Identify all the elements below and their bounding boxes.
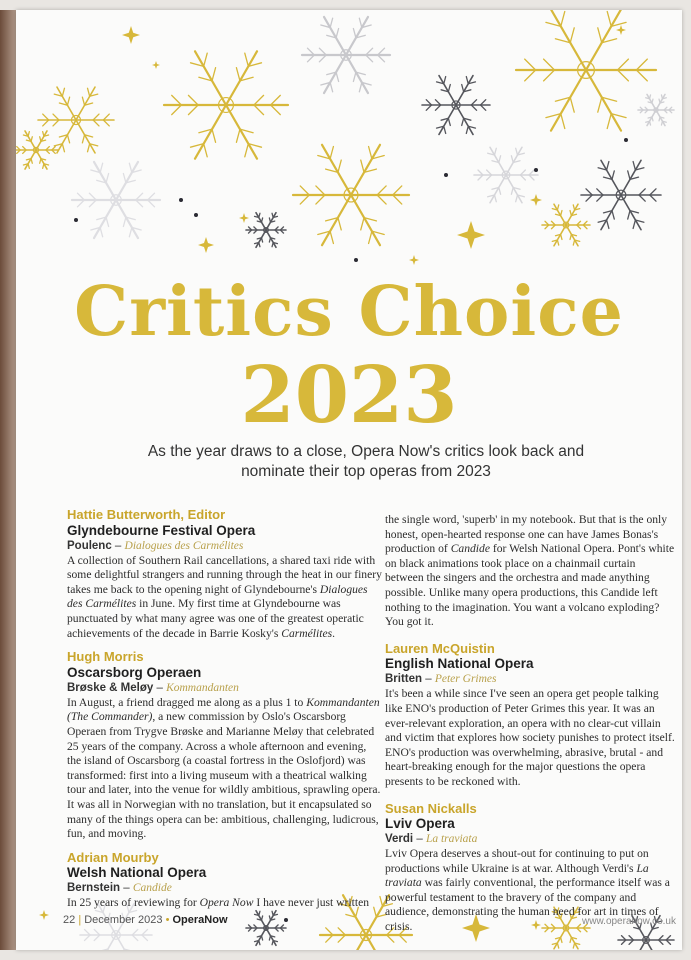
page-number: 22: [63, 914, 76, 926]
snowflake-icon: [246, 213, 286, 248]
star-icon: [409, 255, 419, 265]
dot-icon: [284, 918, 288, 922]
star-icon: [198, 237, 214, 253]
opera-title: Kommandanten: [166, 681, 239, 694]
entry-text: In August, a friend dragged me along as a plus 1 to Kommandanten (The Commander), a new commission by Oslo's Oscarsborg Operaen from Trygve Brøske and Marianne Meløy that celebrated 25 years of the company. Across a whole afternoon and evening, the island of Oscarsborg (a coastal fortress in the Oslofjord) was transformed: first into a living museum with a theatrical walking tour and later, into the venue for wildly ambitious, sprawling opera. It was all in Norwegian with no translation, but it encapsulated so many of the things opera can be: ambitious, challenging, ludicrous, fun, and moving.: [67, 695, 381, 841]
magazine-name: OperaNow: [172, 914, 228, 926]
entry-text-continued: the single word, 'superb' in my notebook. But that is the only honest, open-hearted response one can have James Bonas's production of Candide for Welsh National Opera. Pont's white on black animations took place on a chainmail curtain between the singers and the orchestra and made anything possible. Unlike many opera productions, this Candide left nothing to the imagination. You want a volcano exploding? You got it.: [385, 513, 675, 629]
snowflake-icon: [638, 94, 674, 125]
entry-text: It's been a while since I've seen an opera get people talking like ENO's production of Peter Grimes this year. It was an ever-relevant exploration, an opera with no clear-cut villain and victim that explores how society punishes to protect itself. ENO's production was overwhelming, abrasive, brutal - and heart-breaking enough for the major questions the opera presents to be reckoned with.: [385, 687, 675, 788]
page-title: Critics Choice: [74, 272, 624, 352]
opera-title: Dialogues des Carmélites: [124, 539, 244, 552]
snowflake-icon: [293, 145, 409, 245]
dot-icon: [74, 218, 78, 222]
opera-title: Candide: [132, 882, 172, 895]
venue-name: Lviv Opera: [385, 816, 455, 832]
critic-name: Hattie Butterworth, Editor: [67, 507, 226, 522]
work-line: Poulenc – Dialogues des Carmélites: [67, 539, 244, 552]
entry: [67, 851, 382, 911]
composer: Britten: [385, 673, 423, 686]
column-left: [67, 508, 382, 911]
composer: Verdi: [385, 833, 414, 846]
critic-name: Adrian Mourby: [67, 849, 159, 865]
snowflake-icon: [16, 131, 58, 169]
critic-name: Susan Nickalls: [385, 800, 477, 816]
work-line: Verdi – La traviata: [385, 833, 478, 846]
snowflake-icon: [422, 76, 490, 135]
work-line: Bernstein – Candide: [67, 882, 172, 895]
entry-text: A collection of Southern Rail cancellations, a shared taxi ride with some delightful strangers and running through the heat in our finery takes me back to the opening night of Glyndebourne's Dialogues des Carmélites in June. My first time at Glyndebourne was punctuated by what many agree was one of the greatest operatic achievements of the decade in Barrie Kosky's Carmélites.: [67, 553, 382, 640]
magazine-spine: [0, 10, 16, 950]
dot-icon: [534, 168, 538, 172]
entry: [67, 508, 382, 641]
venue-name: Oscarsborg Operaen: [67, 664, 202, 680]
venue-name: English National Opera: [385, 656, 534, 672]
snowflake-icon: [246, 911, 286, 946]
entry-text: Lviv Opera deserves a shout-out for continuing to put on productions while Ukraine is at war. Although Verdi's La traviata was fairly conventional, the performance itself was a powerful testament to the bravery of the company and audience, demonstrating the human need for art in times of crisis.: [385, 847, 670, 934]
critic-name: Hugh Morris: [67, 649, 144, 665]
snowflake-icon: [542, 204, 590, 246]
star-icon: [457, 221, 485, 249]
standfirst: As the year draws to a close, Opera Now's critics look back and nominate their top operas from 2023: [147, 443, 585, 480]
entry: [385, 802, 675, 935]
dot-icon: [624, 138, 628, 142]
venue-name: Glyndebourne Festival Opera: [67, 522, 256, 538]
work-line: Britten – Peter Grimes: [385, 673, 497, 686]
snowflake-icon: [72, 162, 160, 238]
dot-icon: [354, 258, 358, 262]
composer: Brøske & Meløy: [67, 681, 154, 694]
star-icon: [616, 25, 626, 35]
snowflake-icon: [302, 17, 390, 93]
dot-icon: [179, 198, 183, 202]
star-icon: [239, 213, 249, 223]
page-footer: 22 | December 2023 • OperaNow: [63, 914, 228, 926]
snowflake-icon: [474, 147, 538, 202]
dot-icon: [194, 213, 198, 217]
entry: [67, 650, 382, 842]
snowflake-icon: [164, 51, 288, 158]
magazine-url: www.operanow.co.uk: [582, 916, 676, 927]
star-icon: [152, 61, 160, 69]
critic-name: Lauren McQuistin: [385, 640, 495, 656]
snowflake-icon: [581, 160, 661, 229]
venue-name: Welsh National Opera: [67, 865, 207, 881]
issue-date: December 2023: [84, 914, 163, 926]
star-icon: [122, 26, 140, 44]
magazine-page: [16, 10, 682, 950]
work-line: Brøske & Meløy – Kommandanten: [67, 681, 239, 694]
entry-text: In 25 years of reviewing for Opera Now I have never just written: [67, 896, 370, 910]
dot-icon: [444, 173, 448, 177]
snowflake-icon: [38, 87, 114, 153]
column-right: [385, 512, 675, 935]
snowflake-icon: [516, 10, 656, 131]
opera-title: Peter Grimes: [434, 673, 497, 686]
entry: [385, 642, 675, 790]
composer: Bernstein: [67, 882, 121, 895]
star-icon: [530, 194, 542, 206]
page-title-year: 2023: [240, 350, 458, 441]
opera-title: La traviata: [425, 833, 478, 846]
star-icon: [39, 910, 49, 920]
composer: Poulenc: [67, 539, 112, 552]
